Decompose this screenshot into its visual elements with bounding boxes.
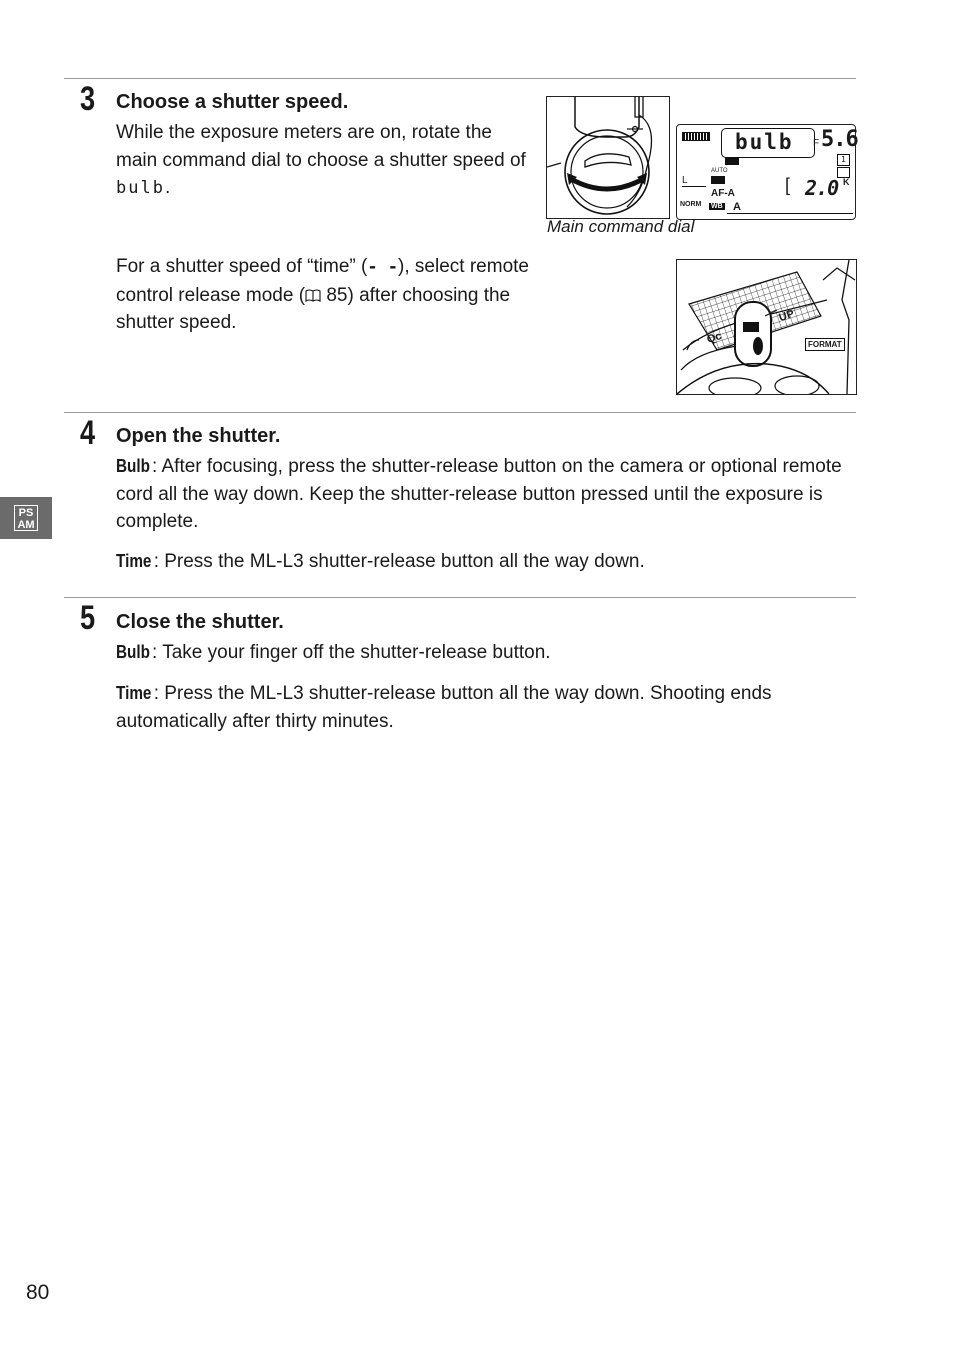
release-mode-dial-drawing	[677, 260, 856, 394]
lcd-time-text: - -	[367, 257, 399, 277]
paragraph-text: ), select remote control release mode (	[116, 256, 529, 306]
time-term: Time	[116, 683, 152, 703]
paragraph-text: : Press the ML-L3 shutter-release button all the way down. Shooting ends automatically after thirty minutes.	[116, 683, 772, 732]
lcd-wb: WB	[711, 203, 723, 210]
step-title: Open the shutter.	[116, 425, 281, 447]
format-button-label: FORMAT	[805, 338, 845, 351]
step-4-bulb-paragraph	[116, 453, 856, 536]
battery-icon	[682, 132, 710, 141]
paragraph-text: : After focusing, press the shutter-release button on the camera or optional remote cord all the way down. Keep the shutter-release button pressed until the exposure is complete.	[116, 456, 842, 532]
chapter-tab	[0, 497, 52, 539]
lcd-bracket: [	[785, 175, 791, 195]
exposure-mode-icon	[725, 157, 739, 165]
paragraph-end: .	[164, 177, 171, 198]
step-4-time-paragraph	[116, 548, 856, 576]
lcd-aperture-prefix: F	[813, 138, 820, 149]
lcd-image-size: L	[682, 175, 706, 187]
lcd-af-mode: AF-A	[711, 188, 735, 199]
page-number: 80	[26, 1281, 50, 1304]
step-title: Close the shutter.	[116, 611, 284, 633]
step-3-paragraph-2	[116, 253, 536, 337]
command-dial-illustration	[546, 96, 670, 219]
dial-up-label: UP	[777, 307, 796, 325]
step-title: Choose a shutter speed.	[116, 91, 349, 113]
paragraph-text: : Take your finger off the shutter-release button.	[152, 642, 551, 663]
section-divider-3	[64, 78, 856, 79]
step-number: 3	[80, 80, 96, 118]
metering-icon	[711, 176, 725, 184]
step-number: 5	[80, 599, 96, 637]
section-divider-5	[64, 597, 856, 598]
lcd-wb-value: A	[733, 201, 741, 213]
release-mode-dial-illustration	[676, 259, 857, 395]
section-divider-4	[64, 412, 856, 413]
lcd-shutter-speed: bulb	[735, 130, 794, 154]
step-5-bulb-paragraph	[116, 639, 856, 667]
paragraph-text: : Press the ML-L3 shutter-release button all the way down.	[153, 551, 645, 572]
dial-qc-label: Qc	[705, 330, 724, 346]
control-panel-lcd-illustration	[676, 124, 856, 220]
time-term: Time	[116, 551, 152, 571]
step-5-time-paragraph	[116, 680, 856, 735]
lcd-aperture: 5.6	[821, 127, 858, 152]
step-number: 4	[80, 414, 96, 452]
lcd-frame-count: 1	[837, 154, 850, 166]
lcd-bottom-line	[727, 213, 853, 214]
lcd-quality: NORM	[680, 201, 702, 208]
book-icon	[305, 289, 321, 302]
chapter-tab-line2: AM	[17, 519, 35, 531]
step-3-paragraph-1	[116, 119, 536, 203]
paragraph-text: While the exposure meters are on, rotate the main command dial to choose a shutter speed of	[116, 122, 526, 171]
chapter-tab-badge	[14, 505, 38, 531]
lcd-auto-label: AUTO	[711, 168, 728, 174]
lcd-remaining: 2.0	[805, 176, 839, 200]
lcd-bulb-text: bulb	[116, 178, 165, 198]
paragraph-text: For a shutter speed of “time” (	[116, 256, 368, 277]
bulb-term: Bulb	[116, 456, 150, 476]
lcd-remaining-suffix: K	[843, 177, 850, 187]
figure-caption: Main command dial	[547, 217, 695, 236]
command-dial-drawing	[547, 97, 669, 218]
chapter-tab-line1: PS	[18, 507, 34, 519]
bulb-term: Bulb	[116, 642, 150, 662]
paragraph-text: 85) after choosing the shutter speed.	[116, 284, 511, 333]
